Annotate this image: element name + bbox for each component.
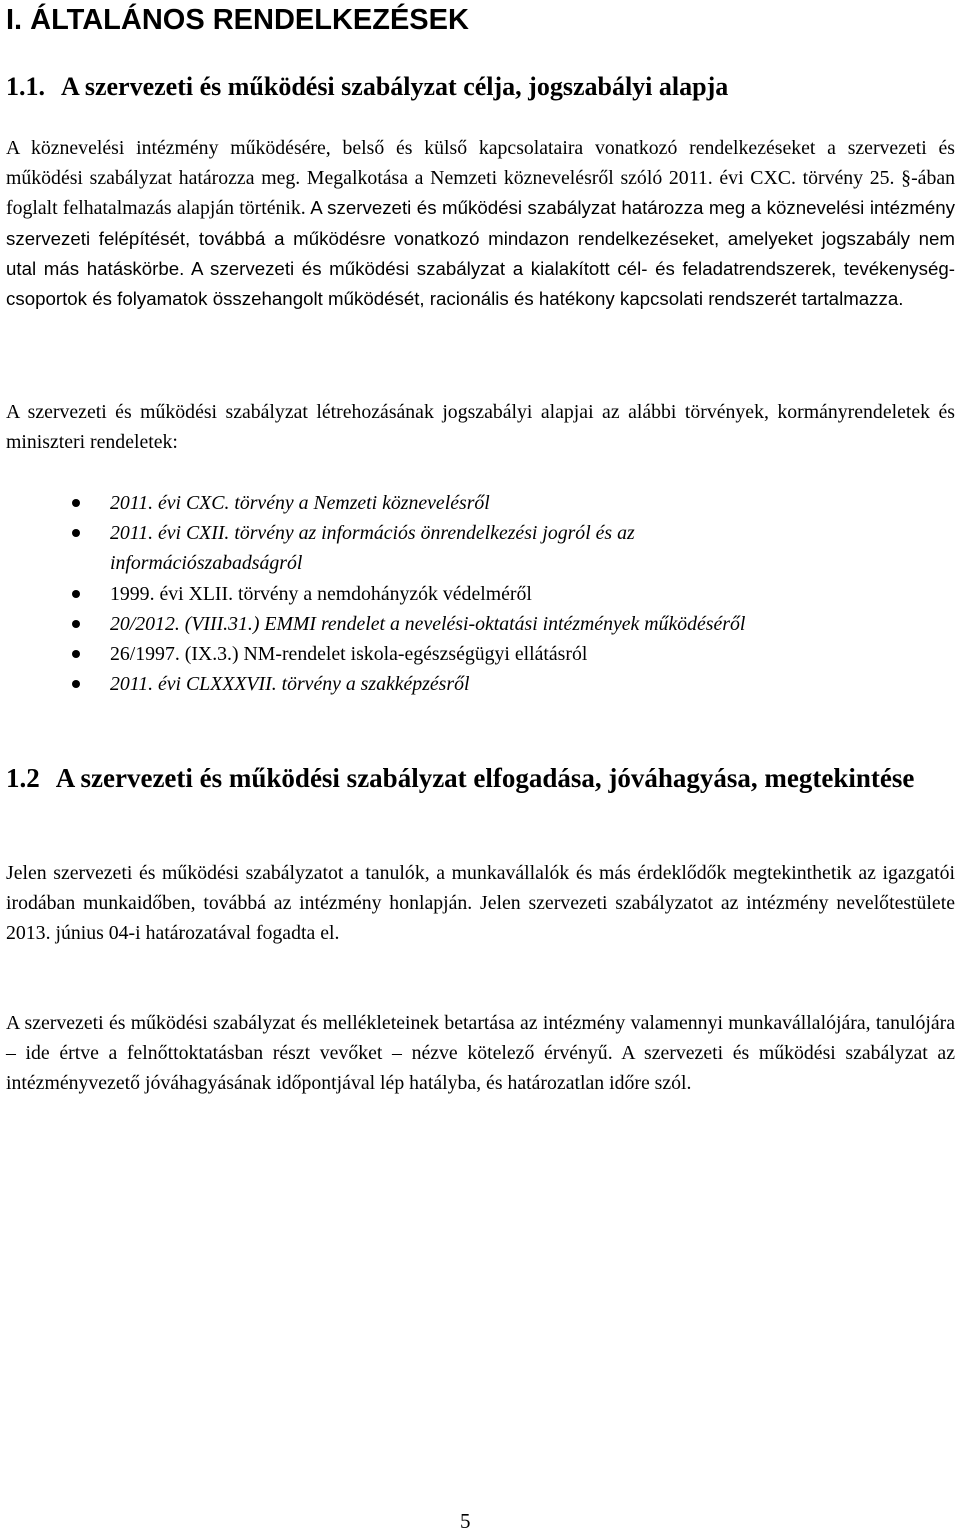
law-list: [6, 488, 955, 699]
page-number: 5: [460, 1509, 471, 1533]
list-item: [6, 488, 830, 518]
list-item-text: 26/1997. (IX.3.) NM-rendelet iskola-egészségügyi ellátásról: [110, 643, 588, 666]
intro-paragraph-part-1: A köznevelési intézmény működésére, belső és külső kapcsolataira vonatkozó rendelkezéseket a szervezeti és működési szabályzat határozza meg. Megalkotása a Nemzeti köznevelésről szóló 2011. évi CXC. törvény 25. §-ában foglalt felhatalmazás alapján történik.: [6, 137, 955, 220]
section-number: 1.2: [6, 763, 40, 793]
list-item-text: 1999. évi XLII. törvény a nemdohányzók védelméről: [110, 582, 532, 605]
access-paragraph: Jelen szervezeti és működési szabályzatot a tanulók, a munkavállalók és más érdeklődők megtekinthetik az igazgatói irodában munkaidőben, továbbá az intézmény honlapján. Jelen szervezeti szabályzatot az intézmény nevelőtestülete 2013. június 04-i határozatával fogadta el.: [6, 862, 955, 945]
section-number: 1.1.: [6, 72, 45, 101]
list-item-text: 2011. évi CXC. törvény a Nemzeti köznevelésről: [110, 492, 490, 514]
list-item: [6, 669, 830, 699]
list-item-text: 20/2012. (VIII.31.) EMMI rendelet a nevelési-oktatási intézmények működéséről: [110, 612, 746, 635]
bullet-icon: [72, 529, 80, 537]
list-item-text: 2011. évi CLXXXVII. törvény a szakképzésről: [110, 673, 470, 696]
bullet-icon: [72, 499, 80, 507]
bullet-icon: [72, 650, 80, 658]
validity-paragraph: A szervezeti és működési szabályzat és mellékleteinek betartása az intézmény valamennyi munkavállalójára, tanulójára – ide értve a felnőttoktatásban részt vevőket – nézve kötelező érvényű. A szervezeti és működési szabályzat az intézményvezető jóváhagyásának időpontjával lép hatályba, és határozatlan időre szól.: [6, 1012, 955, 1095]
section-title-text: A szervezeti és működési szabályzat célja, jogszabályi alapja: [61, 72, 729, 101]
bullet-icon: [72, 680, 80, 688]
list-item: [6, 639, 830, 669]
list-item-text: 2011. évi CXII. törvény az információs önrendelkezési jogról és az információszabadságról: [110, 522, 635, 575]
legal-basis-paragraph: A szervezeti és működési szabályzat létrehozásának jogszabályi alapjai az alábbi törvények, kormányrendeletek és miniszteri rendeletek:: [6, 401, 955, 454]
chapter-title: I. ÁLTALÁNOS RENDELKEZÉSEK: [6, 4, 469, 36]
intro-paragraph: [6, 133, 955, 314]
section-heading-1-1: [6, 66, 728, 108]
intro-paragraph-part-2: A szervezeti és működési szabályzat határozza meg a köznevelési intézmény szervezeti felépítését, továbbá a működésre vonatkozó mindazon rendelkezéseket, amelyeket jogszabály nem utal más hatáskörbe. A szervezeti és működési szabályzat a kialakított cél- és feladatrendszerek, tevékenység-csoportok és folyamatok összehangolt működését, racionális és hatékony kapcsolati rendszerét tartalmazza.: [6, 197, 956, 310]
bullet-icon: [72, 620, 80, 628]
list-item: [6, 609, 830, 639]
list-item: [6, 579, 830, 609]
section-title-text: A szervezeti és működési szabályzat elfogadása, jóváhagyása, megtekintése: [55, 763, 915, 793]
section-heading-1-2: [6, 760, 942, 797]
bullet-icon: [72, 590, 80, 598]
list-item: [6, 518, 830, 578]
